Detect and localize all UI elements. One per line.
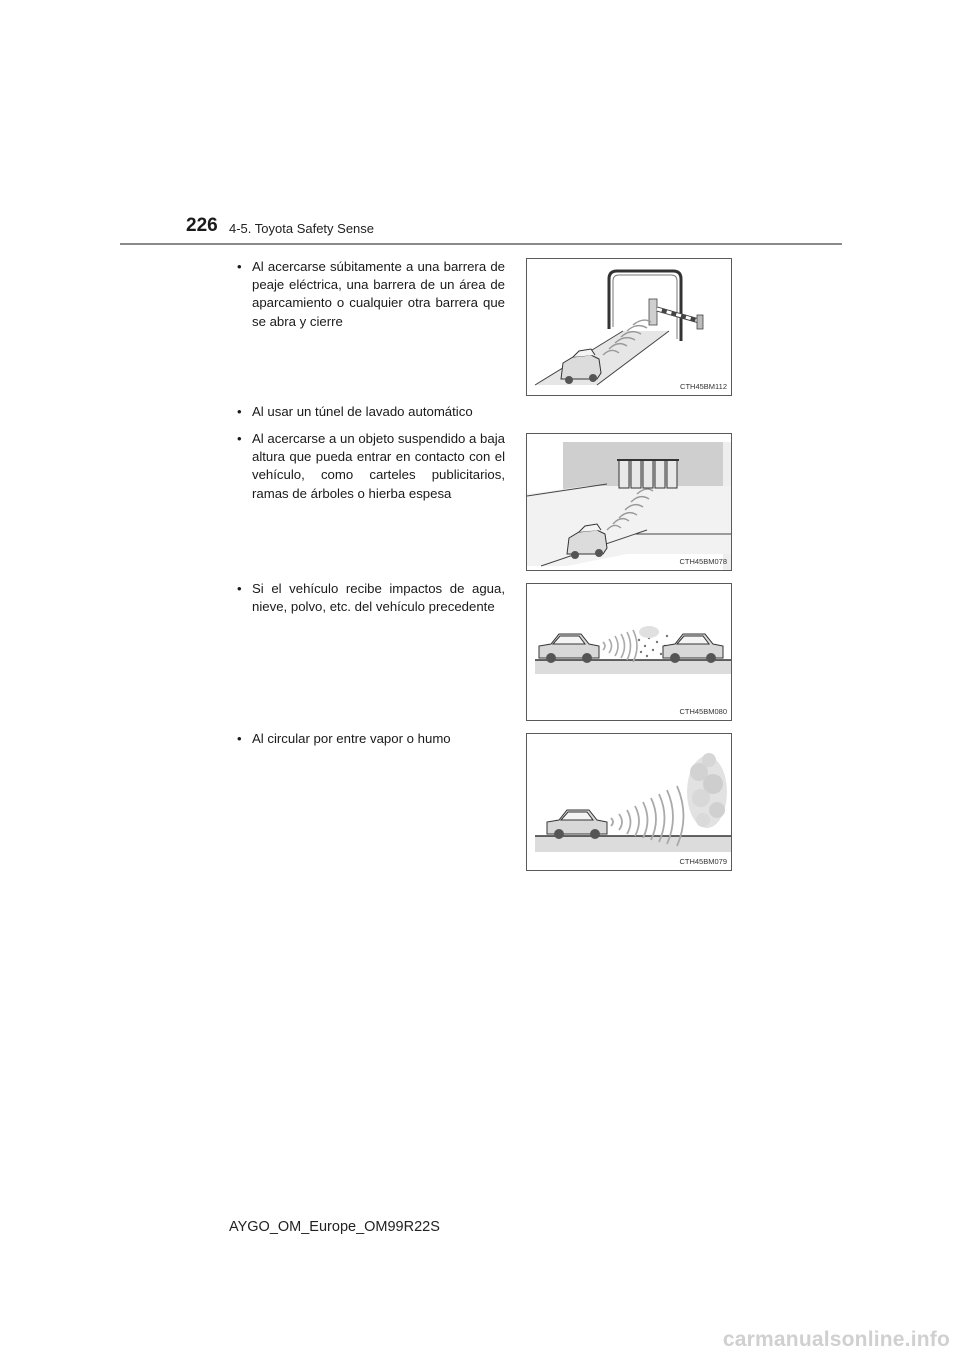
figure-code: CTH45BM078 (679, 557, 727, 566)
list-item-text: Al circular por entre vapor o humo (252, 731, 451, 746)
spray-illustration (527, 584, 732, 721)
list-item (237, 580, 505, 616)
header-rule (120, 243, 842, 245)
list-item-text: Al acercarse a un objeto suspendido a baja altura que pueda entrar en contacto con el vehículo, como carteles publicitarios, ramas de árboles o hierba espesa (252, 431, 505, 501)
list-item-text: Si el vehículo recibe impactos de agua, nieve, polvo, etc. del vehículo precedente (252, 581, 505, 615)
page-number: 226 (186, 215, 218, 236)
section-title: 4-5. Toyota Safety Sense (229, 221, 375, 236)
document-code: AYGO_OM_Europe_OM99R22S (229, 1219, 440, 1235)
figure-steam-smoke (526, 733, 732, 871)
figure-code: CTH45BM112 (680, 382, 727, 391)
hanging-object-illustration (527, 434, 732, 571)
list-item (237, 730, 505, 748)
figure-code: CTH45BM080 (679, 707, 727, 716)
bullet-marker: • (237, 731, 242, 746)
figure-hanging-object (526, 433, 732, 571)
figure-barrier-gate (526, 258, 732, 396)
figure-code: CTH45BM079 (679, 857, 727, 866)
list-item (237, 403, 505, 421)
list-item-text: Al usar un túnel de lavado automático (252, 404, 473, 419)
bullet-marker: • (237, 431, 242, 446)
list-item-text: Al acercarse súbitamente a una barrera de peaje eléctrica, una barrera de un área de aparcamiento o cualquier otra barrera que se abra y cierre (252, 259, 505, 329)
bullet-marker: • (237, 259, 242, 274)
figure-spray (526, 583, 732, 721)
bullet-marker: • (237, 404, 242, 419)
list-item (237, 430, 505, 503)
bullet-marker: • (237, 581, 242, 596)
list-item (237, 258, 505, 331)
barrier-gate-illustration (527, 259, 732, 396)
watermark: carmanualsonline.info (722, 1328, 950, 1351)
steam-smoke-illustration (527, 734, 732, 871)
